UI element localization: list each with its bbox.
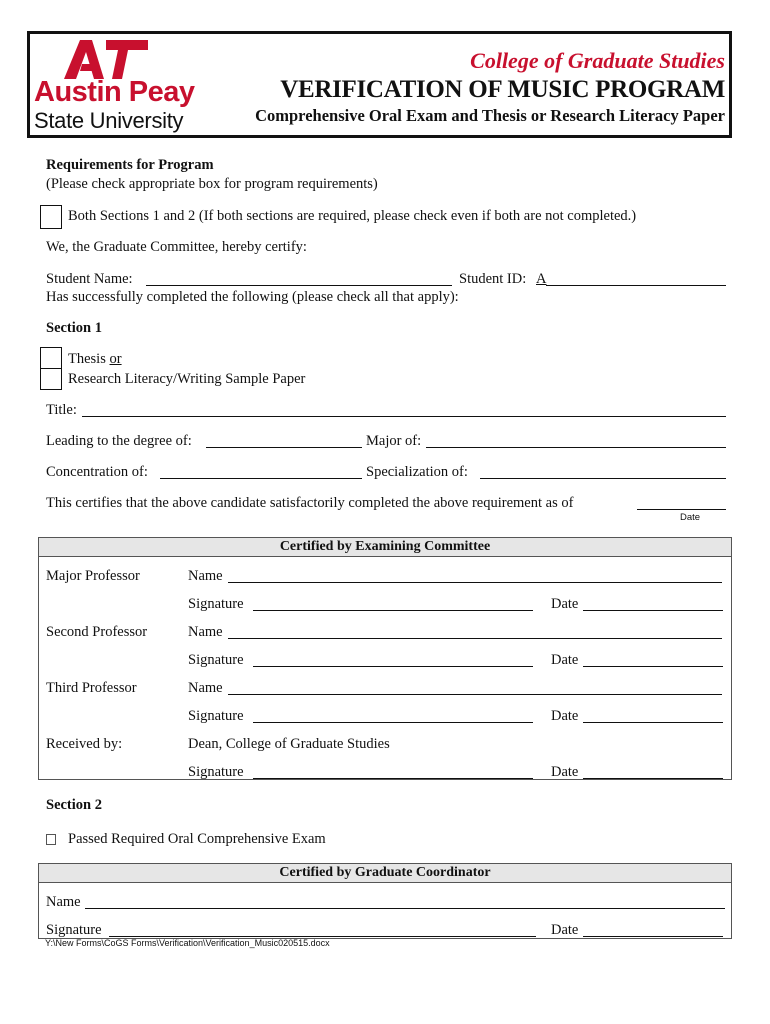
major-professor-label: Major Professor (46, 568, 140, 584)
third-professor-name-field[interactable] (228, 694, 722, 695)
second-professor-date-label: Date (551, 652, 579, 668)
degree-field[interactable] (206, 447, 362, 448)
dean-signature-label: Signature (188, 764, 244, 780)
second-professor-signature-label: Signature (188, 652, 244, 668)
second-professor-label: Second Professor (46, 624, 148, 640)
completed-text: Has successfully completed the following (please check all that apply): (46, 289, 459, 305)
examining-committee-heading: Certified by Examining Committee (39, 538, 731, 557)
coordinator-date-field[interactable] (583, 936, 723, 937)
third-professor-signature-field[interactable] (253, 722, 533, 723)
both-sections-checkbox[interactable] (40, 205, 62, 229)
specialization-field[interactable] (480, 478, 726, 479)
requirements-instruction: (Please check appropriate box for program requirements) (46, 176, 378, 192)
form-subtitle: Comprehensive Oral Exam and Thesis or Research Literacy Paper (255, 106, 725, 125)
title-label: Title: (46, 402, 77, 418)
dean-text: Dean, College of Graduate Studies (188, 736, 390, 752)
coordinator-date-label: Date (551, 922, 579, 938)
concentration-label: Concentration of: (46, 464, 148, 480)
received-by-label: Received by: (46, 736, 123, 752)
major-professor-date-field[interactable] (583, 610, 723, 611)
thesis-checkbox[interactable] (40, 347, 62, 369)
student-id-field[interactable] (546, 285, 726, 286)
certifies-text: This certifies that the above candidate satisfactorily completed the above requirement as of (46, 495, 574, 511)
major-professor-name-label: Name (188, 568, 223, 584)
college-name: College of Graduate Studies (470, 48, 725, 73)
footer-file-path: Y:\New Forms\CoGS Forms\Verification\Verification_Music020515.docx (45, 938, 330, 948)
degree-label: Leading to the degree of: (46, 433, 192, 449)
major-field[interactable] (426, 447, 726, 448)
graduate-coordinator-table (38, 863, 732, 939)
section1-heading: Section 1 (46, 320, 102, 336)
third-professor-date-label: Date (551, 708, 579, 724)
coordinator-signature-field[interactable] (109, 936, 536, 937)
dean-signature-field[interactable] (253, 778, 533, 779)
third-professor-name-label: Name (188, 680, 223, 696)
thesis-or: or (109, 351, 122, 367)
second-professor-name-label: Name (188, 624, 223, 640)
graduate-coordinator-heading: Certified by Graduate Coordinator (39, 864, 731, 883)
second-professor-signature-field[interactable] (253, 666, 533, 667)
apsu-logo-mark (62, 38, 152, 80)
student-name-field[interactable] (146, 285, 452, 286)
both-sections-label: Both Sections 1 and 2 (If both sections are required, please check even if both are not completed.) (68, 208, 637, 224)
second-professor-date-field[interactable] (583, 666, 723, 667)
certify-text: We, the Graduate Committee, hereby certify: (46, 239, 307, 255)
logo-austin-peay: Austin Peay (34, 76, 195, 108)
student-id-label: Student ID: (459, 271, 527, 287)
specialization-label: Specialization of: (366, 464, 468, 480)
concentration-field[interactable] (160, 478, 362, 479)
coordinator-signature-label: Signature (46, 922, 102, 938)
major-professor-date-label: Date (551, 596, 579, 612)
major-professor-name-field[interactable] (228, 582, 722, 583)
third-professor-label: Third Professor (46, 680, 137, 696)
requirements-heading: Requirements for Program (46, 157, 214, 173)
certify-date-field[interactable] (637, 509, 726, 510)
research-checkbox[interactable] (40, 368, 62, 390)
student-id-prefix: A (536, 271, 547, 287)
student-name-label: Student Name: (46, 271, 133, 287)
major-professor-signature-field[interactable] (253, 610, 533, 611)
third-professor-date-field[interactable] (583, 722, 723, 723)
section2-heading: Section 2 (46, 797, 102, 813)
third-professor-signature-label: Signature (188, 708, 244, 724)
form-title: VERIFICATION OF MUSIC PROGRAM (280, 76, 725, 103)
coordinator-name-label: Name (46, 894, 81, 910)
logo-state-university: State University (34, 108, 184, 133)
research-label: Research Literacy/Writing Sample Paper (68, 371, 306, 387)
second-professor-name-field[interactable] (228, 638, 722, 639)
thesis-label: Thesis or (68, 351, 122, 367)
dean-date-label: Date (551, 764, 579, 780)
dean-date-field[interactable] (583, 778, 723, 779)
oral-exam-checkbox[interactable] (46, 834, 56, 845)
title-field[interactable] (82, 416, 726, 417)
date-caption: Date (680, 512, 701, 523)
major-professor-signature-label: Signature (188, 596, 244, 612)
coordinator-name-field[interactable] (85, 908, 725, 909)
major-label: Major of: (366, 433, 422, 449)
oral-exam-label: Passed Required Oral Comprehensive Exam (68, 831, 326, 847)
